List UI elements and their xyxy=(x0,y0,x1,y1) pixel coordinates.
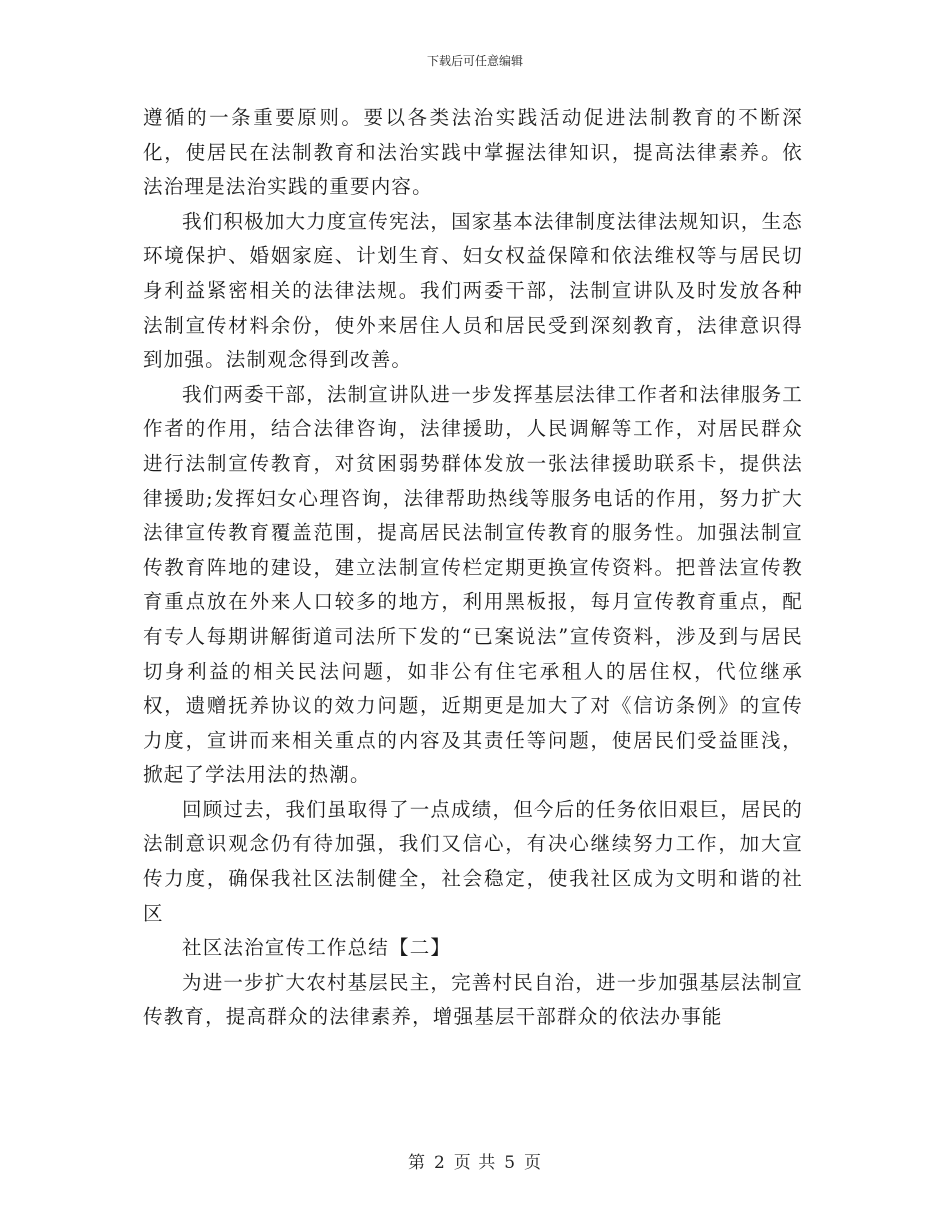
total-pages: 5 xyxy=(504,1153,517,1173)
footer-suffix: 页 xyxy=(524,1153,543,1173)
page-number: 2 xyxy=(433,1153,446,1173)
section-heading: 社区法治宣传工作总结【二】 xyxy=(182,936,452,960)
page-footer xyxy=(0,1148,950,1173)
footer-prefix: 第 xyxy=(407,1153,426,1173)
paragraph: 遵循的一条重要原则。要以各类法治实践活动促进法制教育的不断深化，使居民在法制教育和法治实践中掌握法律知识，提高法律素养。依法治理是法治实践的重要内容。 xyxy=(143,106,803,199)
paragraph: 为进一步扩大农村基层民主，完善村民自治，进一步加强基层法制宣传教育，提高群众的法律素养，增强基层干部群众的依法办事能 xyxy=(143,970,804,1029)
paragraph: 我们积极加大力度宣传宪法，国家基本法律制度法律法规知识，生态环境保护、婚姻家庭、计划生育、妇女权益保障和依法维权等与居民切身利益紧密相关的法律法规。我们两委干部，法制宣讲队及时发放各种法制宣传材料余份，使外来居住人员和居民受到深刻教育，法律意识得到加强。法制观念得到改善。 xyxy=(143,209,804,372)
footer-middle: 页 共 xyxy=(453,1153,497,1173)
page-header: 下载后可任意编辑 xyxy=(426,54,523,68)
document-body xyxy=(143,101,803,1035)
paragraph: 我们两委干部，法制宣讲队进一步发挥基层法律工作者和法律服务工作者的作用，结合法律咨询，法律援助，人民调解等工作，对居民群众进行法制宣传教育，对贫困弱势群体发放一张法律援助联系卡，提供法律援助;发挥妇女心理咨询，法律帮助热线等服务电话的作用，努力扩大法律宣传教育覆盖范围，提高居民法制宣传教育的服务性。加强法制宣传教育阵地的建设，建立法制宣传栏定期更换宣传资料。把普法宣传教育重点放在外来人口较多的地方，利用黑板报，每月宣传教育重点，配有专人每期讲解街道司法所下发的“已案说法”宣传资料，涉及到与居民切身利益的相关民法问题，如非公有住宅承租人的居住权，代位继承权，遗赠抚养协议的效力问题，近期更是加大了对《信访条例》的宣传力度，宣讲而来相关重点的内容及其责任等问题，使居民们受益匪浅，掀起了学法用法的热潮。 xyxy=(143,382,804,787)
paragraph: 回顾过去，我们虽取得了一点成绩，但今后的任务依旧艰巨，居民的法制意识观念仍有待加强，我们又信心，有决心继续努力工作，加大宣传力度，确保我社区法制健全，社会稳定，使我社区成为文明和谐的社区 xyxy=(143,797,804,925)
